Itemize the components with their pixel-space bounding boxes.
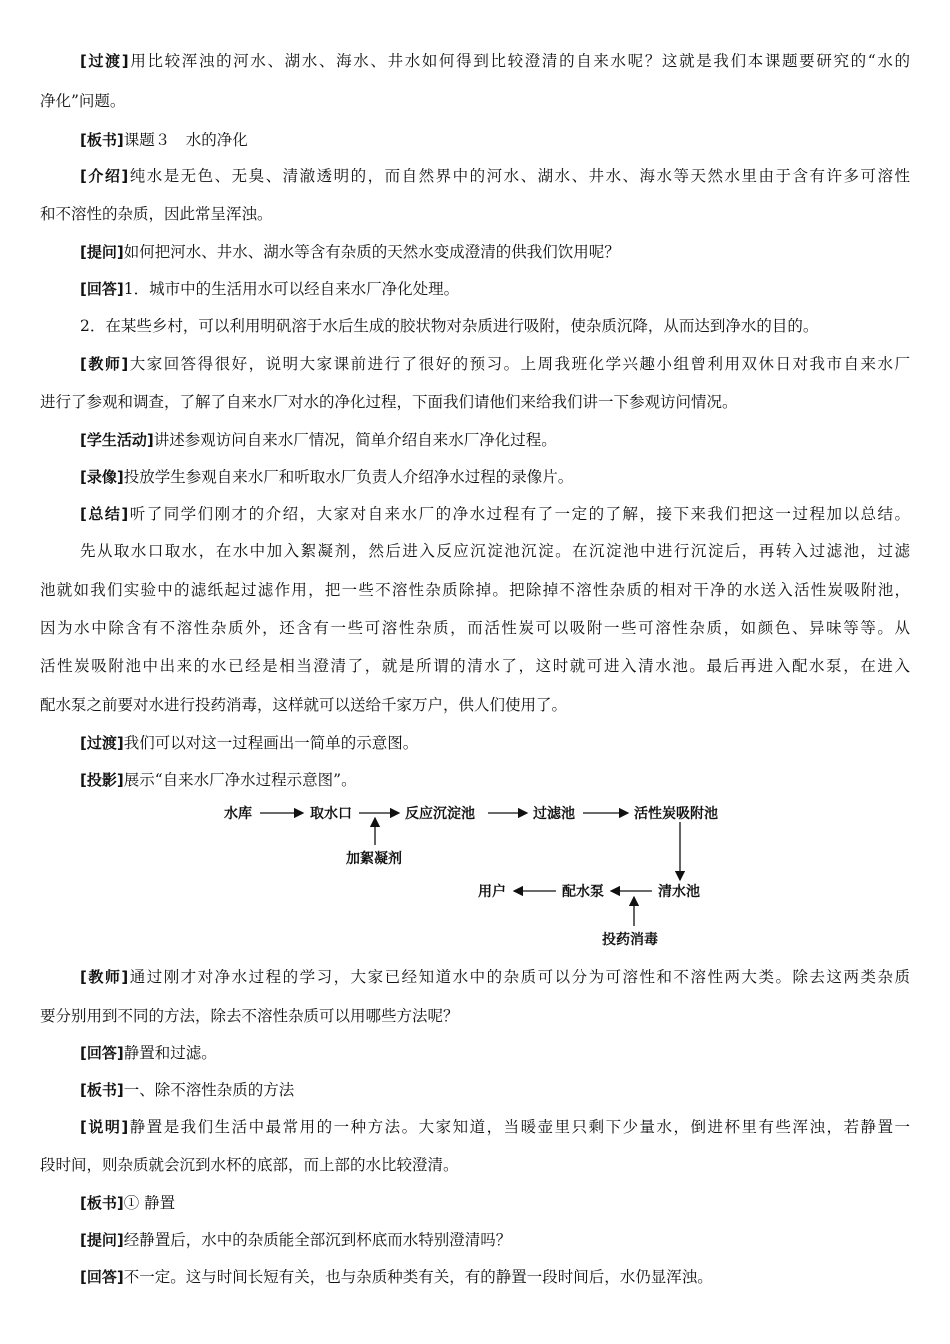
paragraph: 净化”问题。 <box>40 92 126 110</box>
paragraph: [投影]展示“自来水厂净水过程示意图”。 <box>80 771 357 789</box>
node-intake: 取水口 <box>310 806 352 822</box>
paragraph: 和不溶性的杂质，因此常呈浑浊。 <box>40 205 273 223</box>
paragraph: [教师]大家回答得很好，说明大家课前进行了很好的预习。上周我班化学兴趣小组曾利用双休日对我市自来水厂 <box>80 355 910 373</box>
paragraph: 2．在某些乡村，可以利用明矾溶于水后生成的胶状物对杂质进行吸附，使杂质沉降，从而达到净水的目的。 <box>80 317 819 335</box>
paragraph: [录像]投放学生参观自来水厂和听取水厂负责人介绍净水过程的录像片。 <box>80 468 574 486</box>
paragraph: [教师]通过刚才对净水过程的学习，大家已经知道水中的杂质可以分为可溶性和不溶性两大类。除去这两类杂质 <box>80 968 910 986</box>
node-reaction-settling-tank: 反应沉淀池 <box>405 806 475 822</box>
paragraph: [回答]不一定。这与时间长短有关，也与杂质种类有关，有的静置一段时间后，水仍显浑浊。 <box>80 1268 713 1286</box>
paragraph: 池就如我们实验中的滤纸起过滤作用，把一些不溶性杂质除掉。把除掉不溶性杂质的相对干净的水送入活性炭吸附池， <box>40 581 910 599</box>
node-clear-water-tank: 清水池 <box>658 884 700 900</box>
node-disinfection: 投药消毒 <box>602 932 658 948</box>
paragraph: 因为水中除含有不溶性杂质外，还含有一些可溶性杂质，而活性炭可以吸附一些可溶性杂质，如颜色、异味等等。从 <box>40 619 910 637</box>
paragraph: [说明]静置是我们生活中最常用的一种方法。大家知道，当暖壶里只剩下少量水，倒进杯里有些浑浊，若静置一 <box>80 1118 910 1136</box>
paragraph: [回答]静置和过滤。 <box>80 1044 217 1062</box>
paragraph: [介绍]纯水是无色、无臭、清澈透明的，而自然界中的河水、湖水、井水、海水等天然水里由于含有许多可溶性 <box>80 167 910 185</box>
node-distribution-pump: 配水泵 <box>562 884 604 900</box>
node-users: 用户 <box>478 884 506 900</box>
paragraph: [学生活动]讲述参观访问自来水厂情况，简单介绍自来水厂净化过程。 <box>80 431 557 449</box>
paragraph: [过渡]我们可以对这一过程画出一简单的示意图。 <box>80 734 419 752</box>
paragraph: [板书]① 静置 <box>80 1194 176 1212</box>
node-add-flocculant: 加絮凝剂 <box>346 851 402 867</box>
paragraph: 要分别用到不同的方法，除去不溶性杂质可以用哪些方法呢？ <box>40 1007 459 1025</box>
paragraph: [过渡]用比较浑浊的河水、湖水、海水、井水如何得到比较澄清的自来水呢？这就是我们本课题要研究的“水的 <box>80 52 910 70</box>
paragraph: [提问]经静置后，水中的杂质能全部沉到杯底而水特别澄清吗？ <box>80 1231 512 1249</box>
paragraph: [板书]课题３ 水的净化 <box>80 131 248 149</box>
paragraph: 配水泵之前要对水进行投药消毒，这样就可以送给千家万户，供人们使用了。 <box>40 696 568 714</box>
paragraph: 段时间，则杂质就会沉到水杯的底部，而上部的水比较澄清。 <box>40 1156 459 1174</box>
node-reservoir: 水库 <box>224 806 252 822</box>
paragraph: 进行了参观和调查，了解了自来水厂对水的净化过程，下面我们请他们来给我们讲一下参观访问情况。 <box>40 393 738 411</box>
paragraph: [总结]听了同学们刚才的介绍，大家对自来水厂的净水过程有了一定的了解，接下来我们把这一过程加以总结。 <box>80 505 910 523</box>
node-activated-carbon-tank: 活性炭吸附池 <box>634 806 718 822</box>
node-filter-tank: 过滤池 <box>533 806 575 822</box>
paragraph: 先从取水口取水，在水中加入絮凝剂，然后进入反应沉淀池沉淀。在沉淀池中进行沉淀后，再转入过滤池，过滤 <box>80 542 910 560</box>
paragraph: 活性炭吸附池中出来的水已经是相当澄清了，就是所谓的清水了，这时就可进入清水池。最后再进入配水泵，在进入 <box>40 657 910 675</box>
paragraph: [提问]如何把河水、井水、湖水等含有杂质的天然水变成澄清的供我们饮用呢？ <box>80 243 620 261</box>
paragraph: [板书]一、除不溶性杂质的方法 <box>80 1081 295 1099</box>
paragraph: [回答]1．城市中的生活用水可以经自来水厂净化处理。 <box>80 280 460 298</box>
